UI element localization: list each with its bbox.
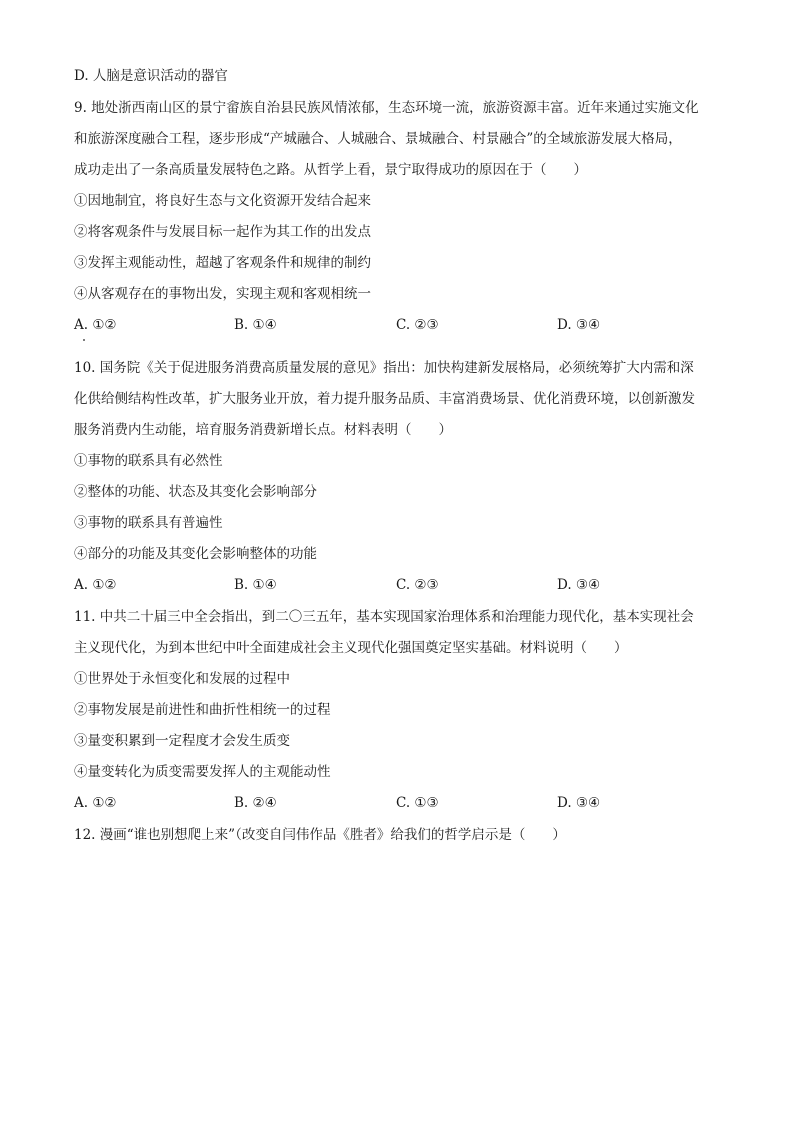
q11-statement-1: ①世界处于永恒变化和发展的过程中 xyxy=(74,671,290,687)
q10-statement-2: ②整体的功能、状态及其变化会影响部分 xyxy=(74,484,317,500)
q8-option-d: D. 人脑是意识活动的器官 xyxy=(74,68,228,84)
q10-option-b: B. ①④ xyxy=(234,577,277,593)
q9-stem-line-2: 和旅游深度融合工程，逐步形成“产城融合、人城融合、景城融合、村景融合”的全域旅游发展大格局， xyxy=(74,131,682,147)
q11-option-d: D. ③④ xyxy=(557,795,601,811)
q11-option-c: C. ①③ xyxy=(396,795,439,811)
q9-statement-3: ③发挥主观能动性，超越了客观条件和规律的制约 xyxy=(74,255,371,271)
q11-statement-2: ②事物发展是前进性和曲折性相统一的过程 xyxy=(74,702,331,718)
q9-option-d: D. ③④ xyxy=(557,317,601,333)
q11-stem-line-2: 主义现代化，为到本世纪中叶全面建成社会主义现代化强国奠定坚实基础。材料说明（ ） xyxy=(74,640,628,656)
q11-statement-3: ③量变积累到一定程度才会发生质变 xyxy=(74,733,290,749)
q9-stem-line-3: 成功走出了一条高质量发展特色之路。从哲学上看，景宁取得成功的原因在于（ ） xyxy=(74,162,587,178)
q10-option-d: D. ③④ xyxy=(557,577,601,593)
q12-stem-line-1: 12. 漫画“谁也别想爬上来”（改变自闫伟作品《胜者》给我们的哲学启示是（ ） xyxy=(74,827,566,843)
q10-stem-line-2: 化供给侧结构性改革，扩大服务业开放，着力提升服务品质、丰富消费场景、优化消费环境，以创新激发 xyxy=(74,391,695,407)
q10-stem-line-1: 10. 国务院《关于促进服务消费高质量发展的意见》指出：加快构建新发展格局，必须统筹扩大内需和深 xyxy=(74,360,694,376)
q10-statement-4: ④部分的功能及其变化会影响整体的功能 xyxy=(74,546,317,562)
q9-statement-2: ②将客观条件与发展目标一起作为其工作的出发点 xyxy=(74,224,371,240)
q11-option-b: B. ②④ xyxy=(234,795,277,811)
q10-option-c: C. ②③ xyxy=(396,577,439,593)
q11-stem-line-1: 11. 中共二十届三中全会指出，到二〇三五年，基本实现国家治理体系和治理能力现代化，基本实现社会 xyxy=(74,609,694,625)
q10-option-a: A. ①② xyxy=(74,577,117,593)
q10-statement-3: ③事物的联系具有普遍性 xyxy=(74,515,223,531)
q11-statement-4: ④量变转化为质变需要发挥人的主观能动性 xyxy=(74,764,331,780)
q9-option-a: A. ①② xyxy=(74,317,117,333)
q10-statement-1: ①事物的联系具有必然性 xyxy=(74,453,223,469)
q10-stem-line-3: 服务消费内生动能，培育服务消费新增长点。材料表明（ ） xyxy=(74,422,452,438)
q9-stem-line-1: 9. 地处浙西南山区的景宁畲族自治县民族风情浓郁，生态环境一流，旅游资源丰富。近年来通过实施文化 xyxy=(74,100,699,116)
q11-option-a: A. ①② xyxy=(74,795,117,811)
q9-option-b: B. ①④ xyxy=(234,317,277,333)
q9-statement-1: ①因地制宜，将良好生态与文化资源开发结合起来 xyxy=(74,193,371,209)
stray-dot-mark xyxy=(83,339,85,341)
q9-option-c: C. ②③ xyxy=(396,317,439,333)
q9-statement-4: ④从客观存在的事物出发，实现主观和客观相统一 xyxy=(74,286,371,302)
